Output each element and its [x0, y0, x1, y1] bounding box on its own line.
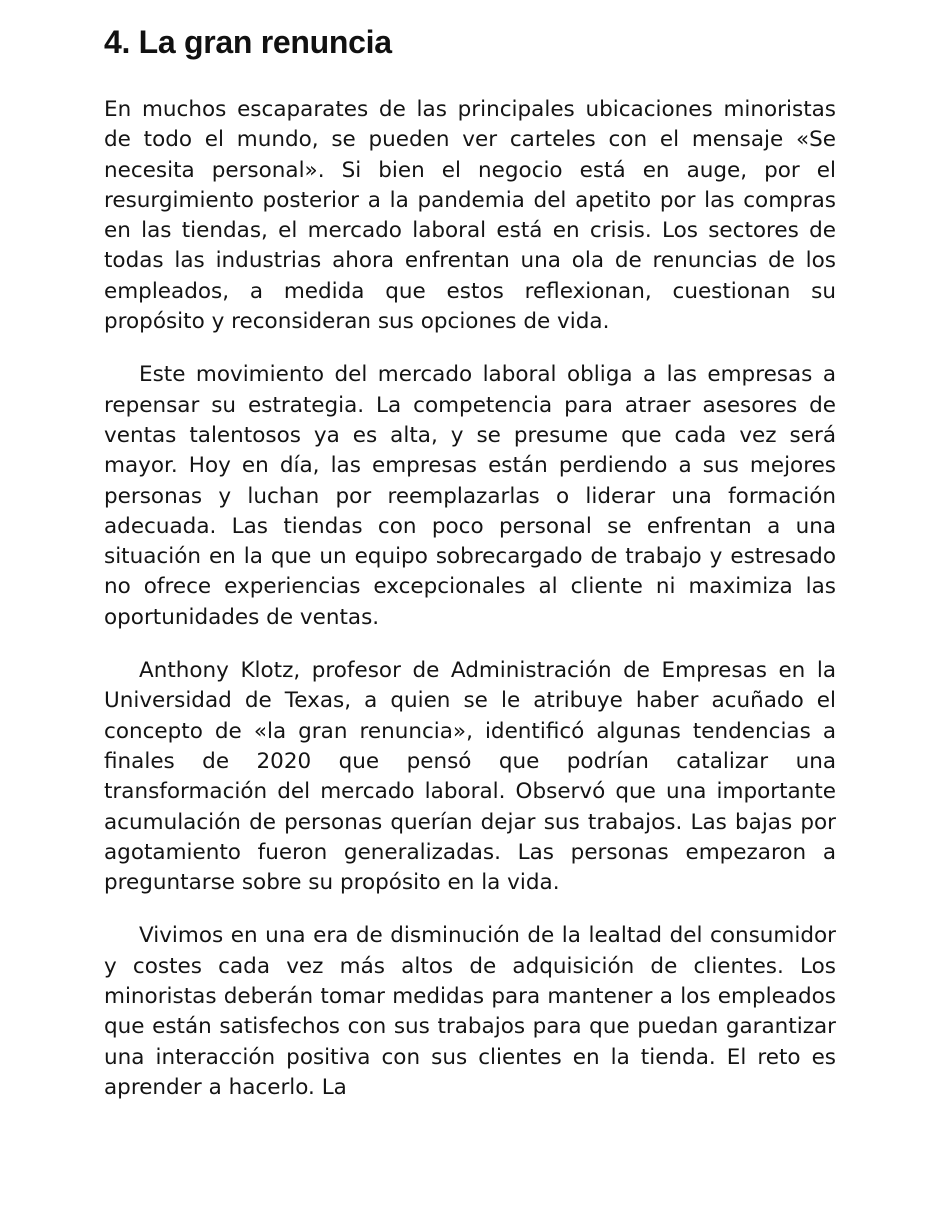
- paragraph-4: Vivimos en una era de disminución de la lealtad del consumidor y costes cada vez más altos de adquisición de clientes. Los minoristas deberán tomar medidas para mantener a los empleados que están satisfechos con sus trabajos para que puedan garantizar una interacción positiva con sus clientes en la tienda. El reto es aprender a hacerlo. La: [104, 923, 836, 1100]
- paragraph-2: Este movimiento del mercado laboral obliga a las empresas a repensar su estrategia. La competencia para atraer asesores de ventas talentosos ya es alta, y se presume que cada vez será mayor. Hoy en día, las empresas están perdiendo a sus mejores personas y luchan por reemplazarlas o liderar una formación adecuada. Las tiendas con poco personal se enfrentan a una situación en la que un equipo sobrecargado de trabajo y estresado no ofrece experiencias excepcionales al cliente ni maximiza las oportunidades de ventas.: [104, 362, 836, 630]
- section-heading: 4. La gran renuncia: [104, 24, 392, 60]
- paragraph-3: Anthony Klotz, profesor de Administración de Empresas en la Universidad de Texas, a quien se le atribuye haber acuñado el concepto de «la gran renuncia», identificó algunas tendencias a finales de 2020 que pensó que podrían catalizar una transformación del mercado laboral. Observó que una importante acumulación de personas querían dejar sus trabajos. Las bajas por agotamiento fueron generalizadas. Las personas empezaron a preguntarse sobre su propósito en la vida.: [104, 658, 836, 896]
- document-page: [104, 0, 836, 1215]
- paragraph-1: En muchos escaparates de las principales ubicaciones minoristas de todo el mundo, se pueden ver carteles con el mensaje «Se necesita personal». Si bien el negocio está en auge, por el resurgimiento posterior a la pandemia del apetito por las compras en las tiendas, el mercado laboral está en crisis. Los sectores de todas las industrias ahora enfrentan una ola de renuncias de los empleados, a medida que estos reflexionan, cuestionan su propósito y reconsideran sus opciones de vida.: [104, 97, 836, 335]
